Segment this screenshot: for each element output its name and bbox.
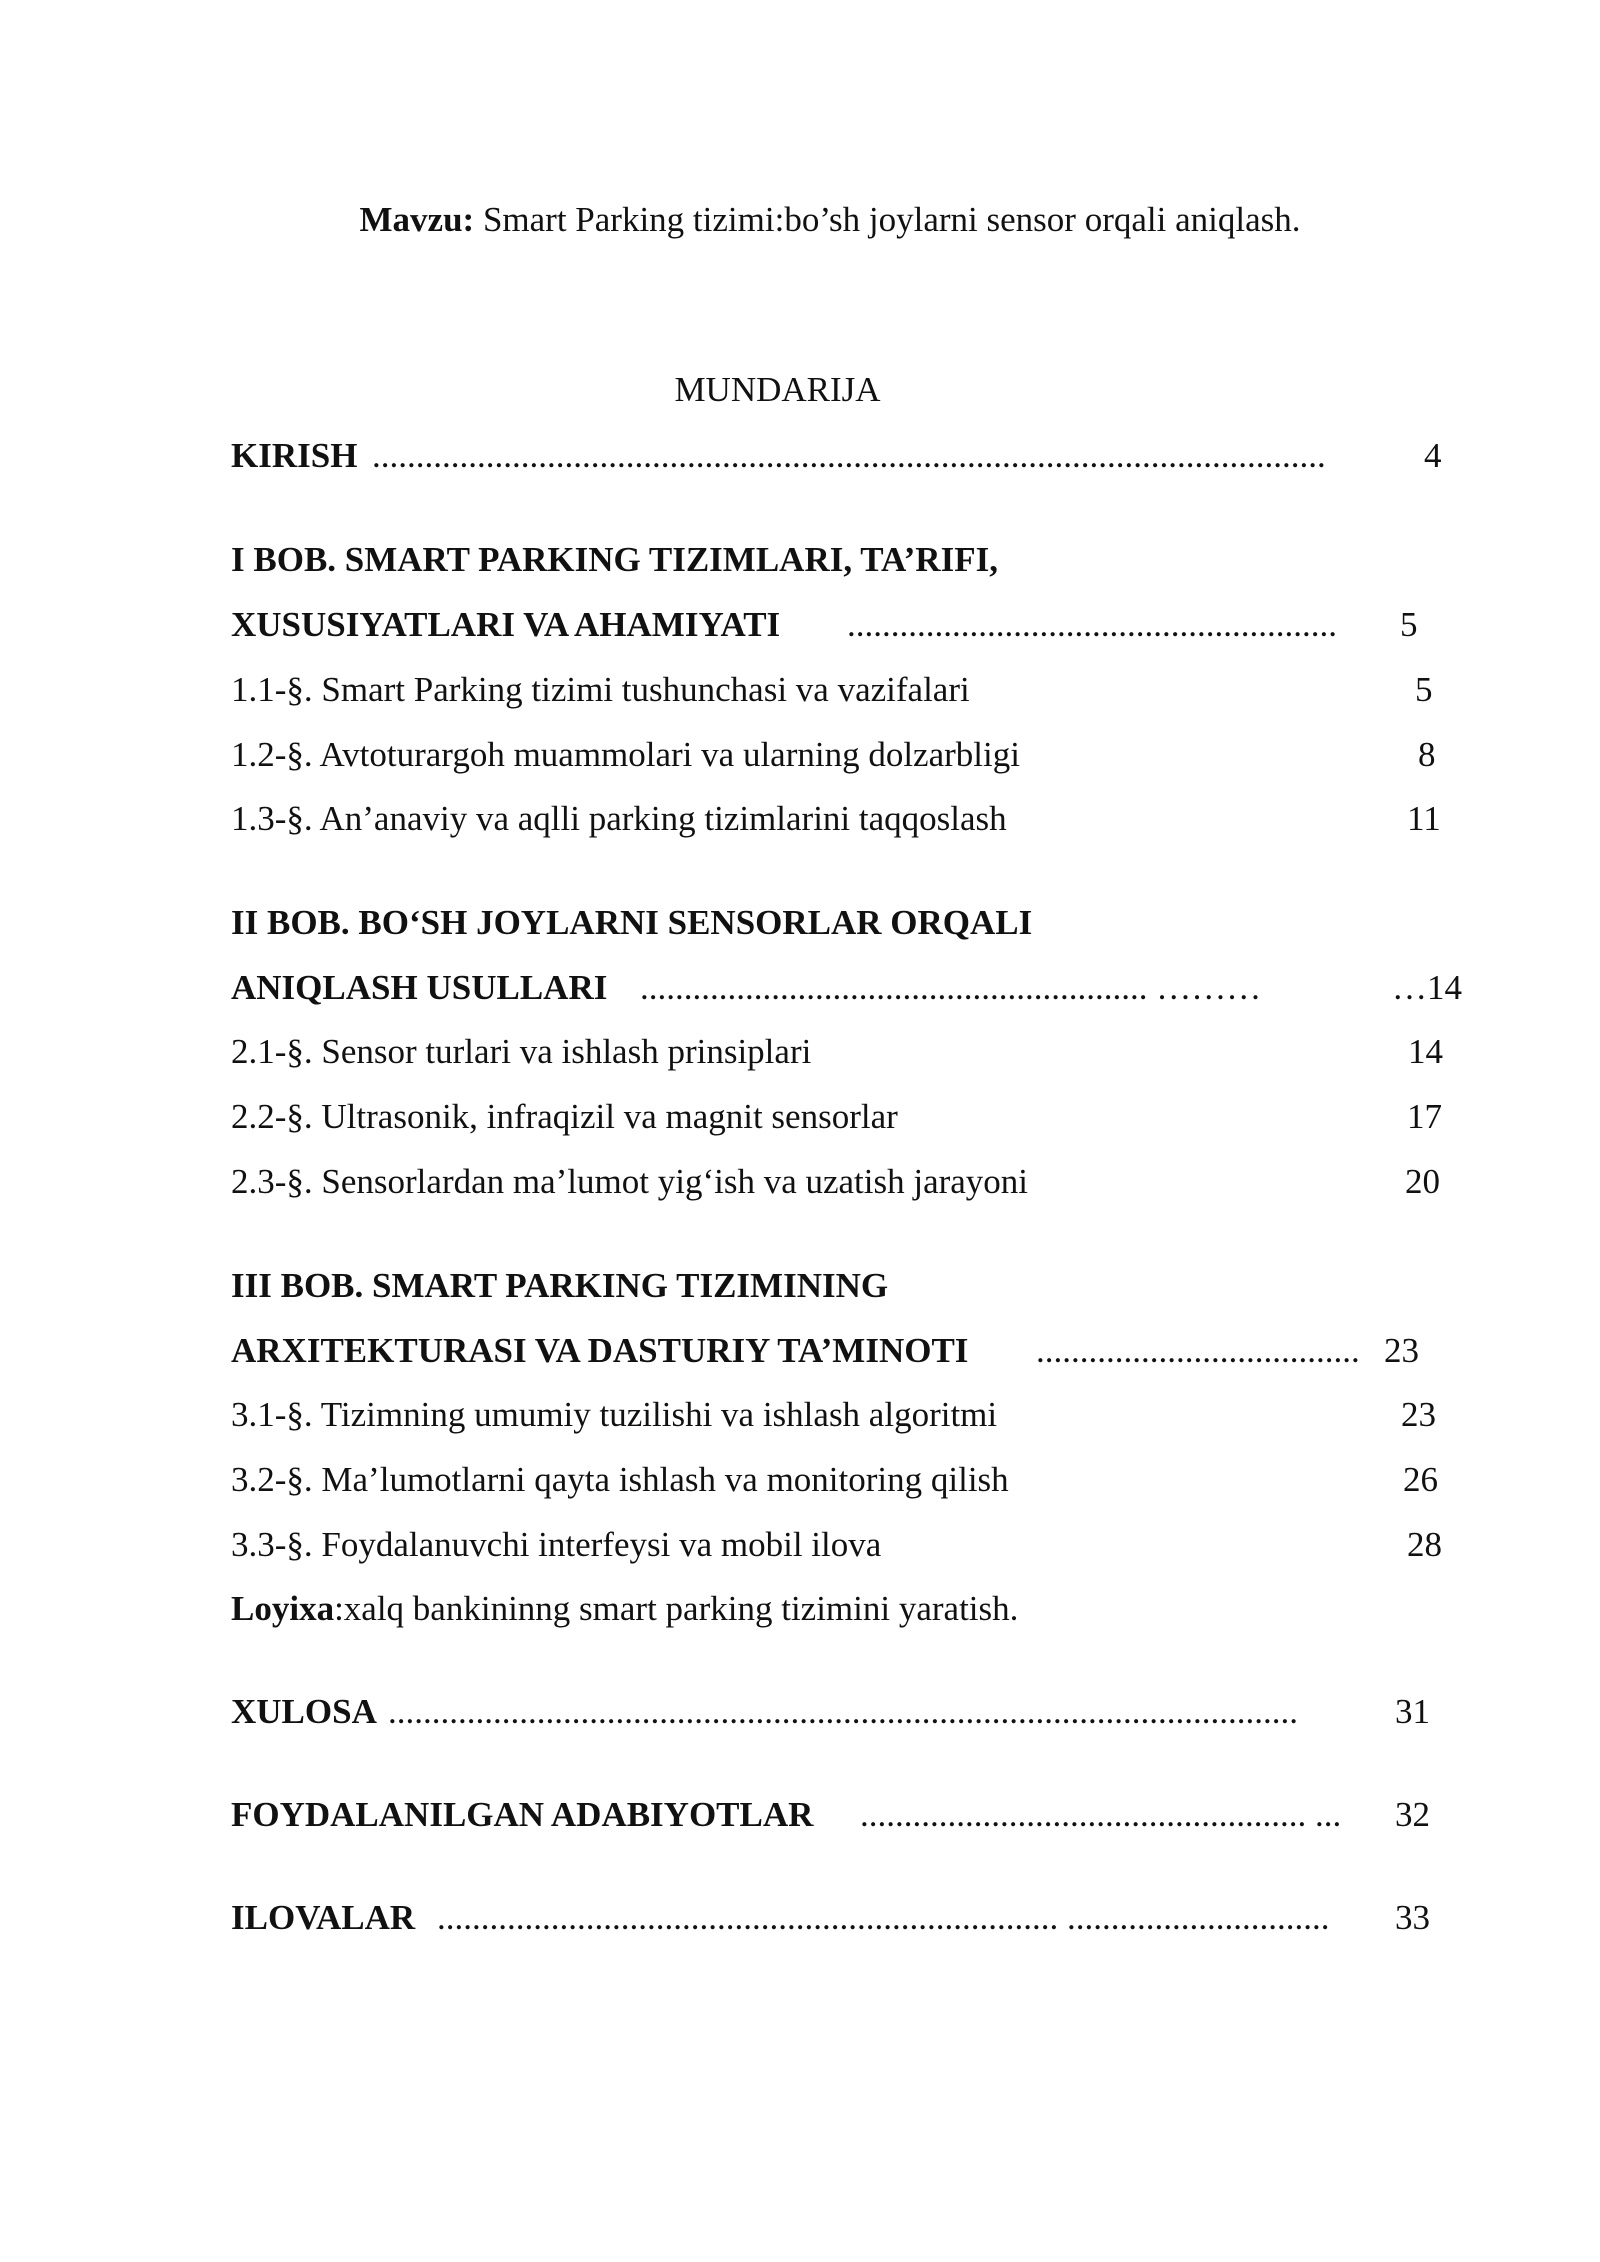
- toc-entry-kirish-leader: .............................................................................................................: [372, 436, 1326, 475]
- chapter-1-leader: ........................................................: [847, 605, 1337, 644]
- chapter-1-title-line2: XUSUSIYATLARI VA AHAMIYATI: [231, 605, 781, 644]
- section-3-3-title: 3.3-§. Foydalanuvchi interfeysi va mobil ilova: [231, 1525, 882, 1564]
- chapter-3-title-line1: III BOB. SMART PARKING TIZIMINING: [231, 1266, 889, 1305]
- section-3-2-title: 3.2-§. Ma’lumotlarni qayta ishlash va monitoring qilish: [231, 1460, 1009, 1499]
- project-line: [231, 1587, 1018, 1631]
- section-1-3-page: 11: [1407, 799, 1441, 838]
- toc-entry-ilovalar-page: 33: [1395, 1898, 1430, 1937]
- topic-line: [0, 198, 1600, 242]
- project-label: Loyixa: [231, 1589, 335, 1628]
- section-3-1-page: 23: [1401, 1395, 1436, 1434]
- section-1-1-page: 5: [1415, 670, 1433, 709]
- section-2-1-title: 2.1-§. Sensor turlari va ishlash prinsiplari: [231, 1032, 812, 1071]
- chapter-1-page: 5: [1400, 605, 1418, 644]
- toc-entry-xulosa-title: XULOSA: [231, 1692, 377, 1731]
- chapter-2-leader: .......................................................... ………: [640, 968, 1262, 1007]
- chapter-3-page: 23: [1384, 1331, 1419, 1370]
- section-1-3-title: 1.3-§. An’anaviy va aqlli parking tizimlarini taqqoslash: [231, 799, 1007, 838]
- section-1-2-page: 8: [1418, 735, 1436, 774]
- toc-entry-adabiyotlar-title: FOYDALANILGAN ADABIYOTLAR: [231, 1795, 814, 1834]
- section-2-1-page: 14: [1408, 1032, 1443, 1071]
- chapter-3-leader: .....................................: [1036, 1331, 1360, 1370]
- section-3-1-title: 3.1-§. Tizimning umumiy tuzilishi va ishlash algoritmi: [231, 1395, 998, 1434]
- project-text: :xalq bankininng smart parking tizimini yaratish.: [334, 1589, 1019, 1628]
- toc-entry-xulosa-leader: ........................................................................................................: [388, 1692, 1298, 1731]
- section-1-2-title: 1.2-§. Avtoturargoh muammolari va ularning dolzarbligi: [231, 735, 1020, 774]
- section-2-3-title: 2.3-§. Sensorlardan ma’lumot yig‘ish va uzatish jarayoni: [231, 1162, 1029, 1201]
- section-3-3-page: 28: [1407, 1525, 1442, 1564]
- section-2-2-page: 17: [1407, 1097, 1442, 1136]
- toc-entry-adabiyotlar-page: 32: [1395, 1795, 1430, 1834]
- section-3-2-page: 26: [1403, 1460, 1438, 1499]
- toc-entry-xulosa-page: 31: [1395, 1692, 1430, 1731]
- section-2-2-title: 2.2-§. Ultrasonik, infraqizil va magnit sensorlar: [231, 1097, 898, 1136]
- chapter-2-title-line2: ANIQLASH USULLARI: [231, 968, 608, 1007]
- section-2-3-page: 20: [1405, 1162, 1440, 1201]
- toc-entry-adabiyotlar-leader: ................................................... ...: [860, 1795, 1342, 1834]
- chapter-2-title-line1: II BOB. BO‘SH JOYLARNI SENSORLAR ORQALI: [231, 903, 1033, 942]
- chapter-2-page: …14: [1392, 968, 1462, 1007]
- toc-entry-ilovalar-title: ILOVALAR: [231, 1898, 416, 1937]
- toc-entry-ilovalar-leader: ....................................................................... ..............................: [437, 1898, 1330, 1937]
- toc-entry-kirish-title: KIRISH: [231, 436, 358, 475]
- topic-label: Mavzu:: [359, 200, 475, 239]
- chapter-1-title-line1: I BOB. SMART PARKING TIZIMLARI, TA’RIFI,: [231, 540, 998, 579]
- toc-heading: MUNDARIJA: [674, 370, 881, 409]
- topic-text: Smart Parking tizimi:bo’sh joylarni sensor orqali aniqlash.: [474, 200, 1301, 239]
- toc-entry-kirish-page: 4: [1424, 436, 1442, 475]
- chapter-3-title-line2: ARXITEKTURASI VA DASTURIY TA’MINOTI: [231, 1331, 969, 1370]
- section-1-1-title: 1.1-§. Smart Parking tizimi tushunchasi va vazifalari: [231, 670, 970, 709]
